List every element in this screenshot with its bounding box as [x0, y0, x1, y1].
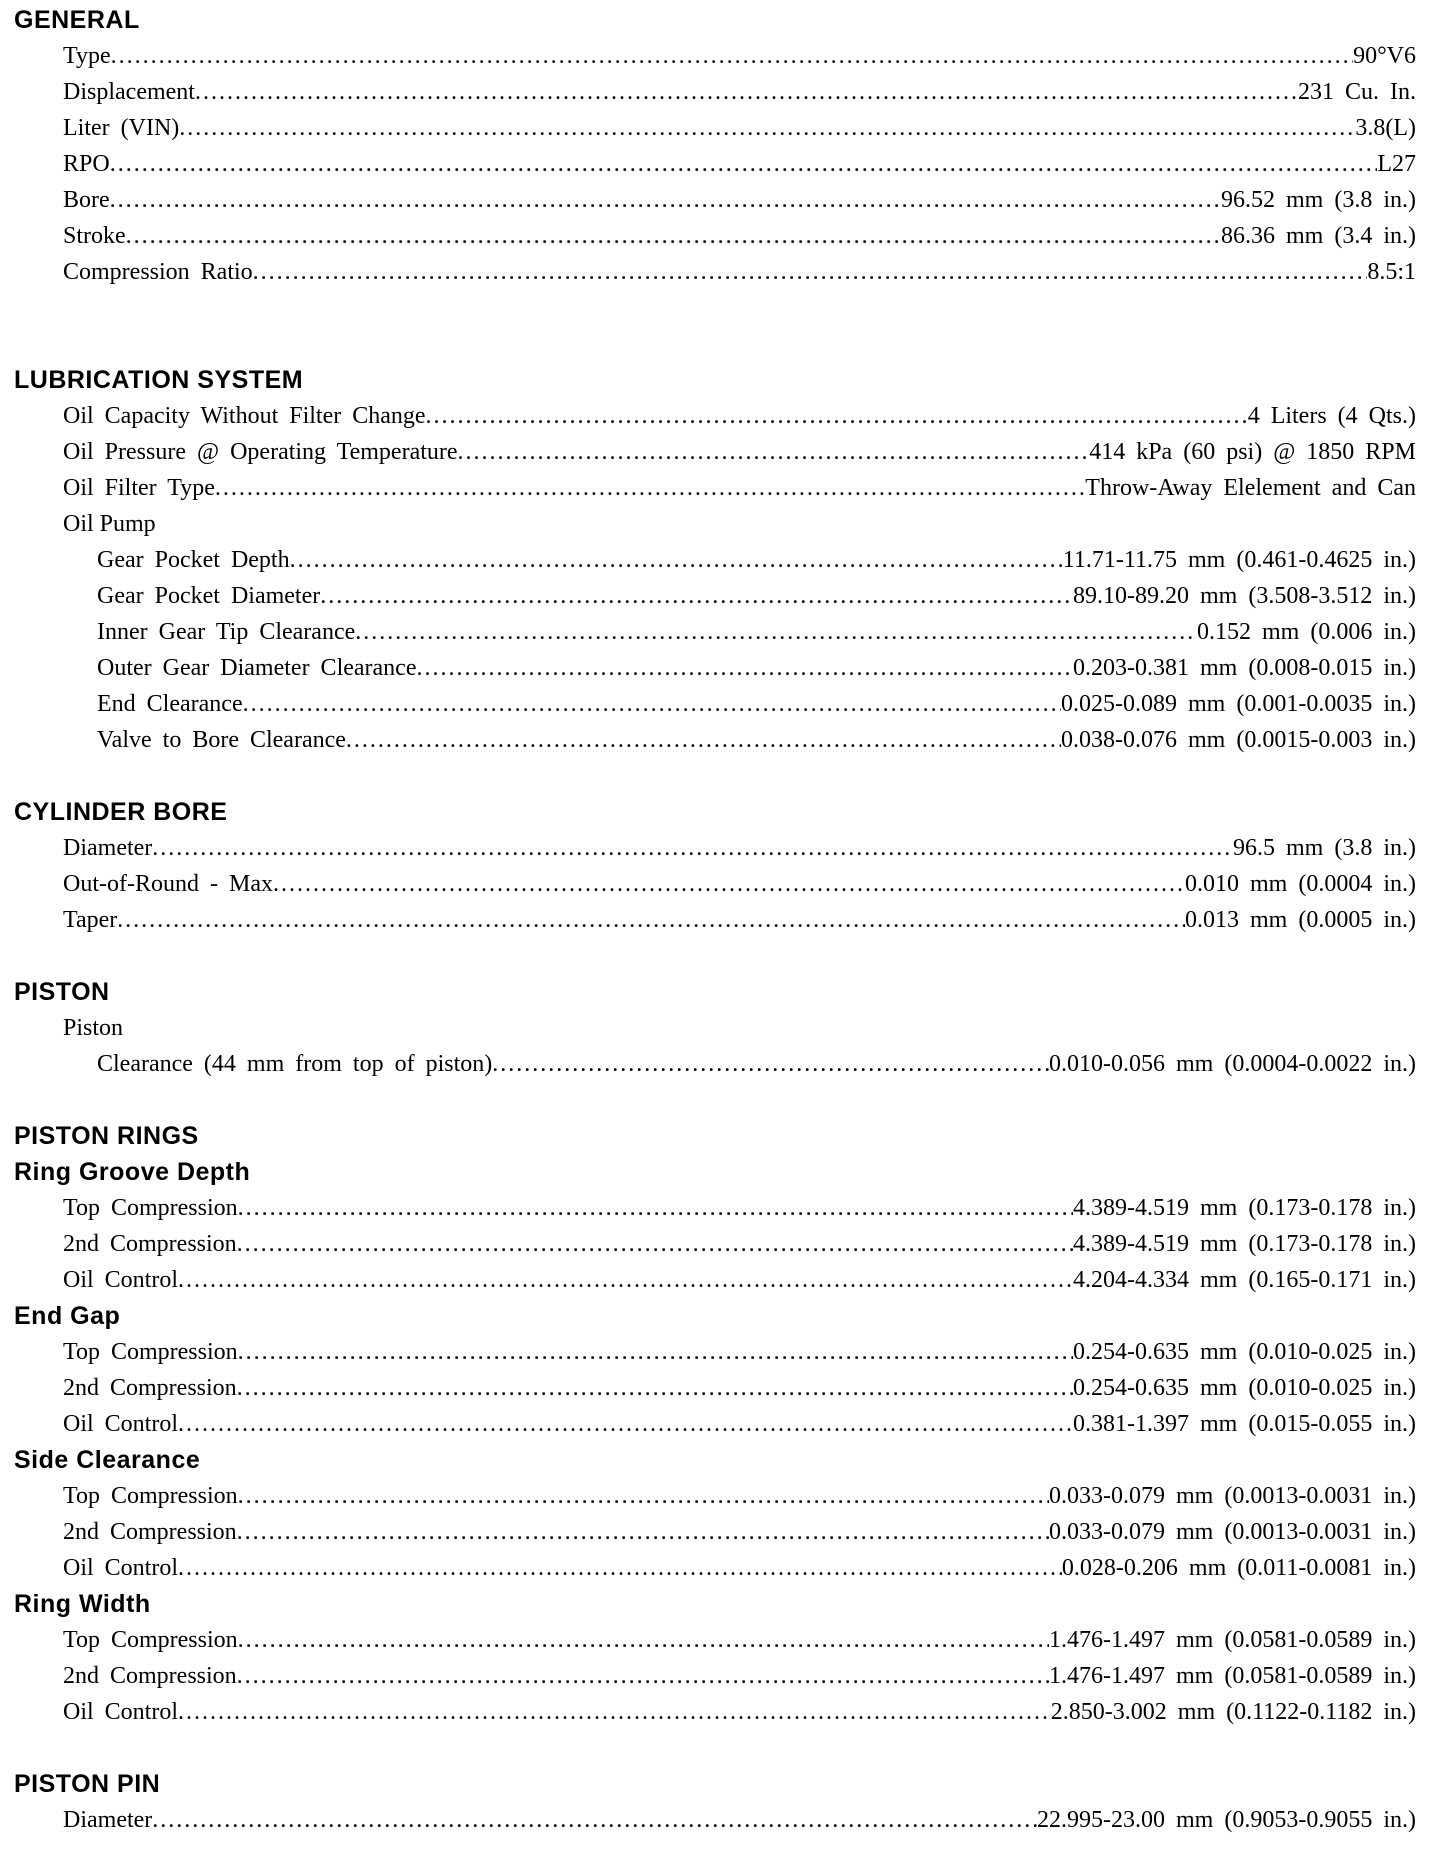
dot-leader	[426, 398, 1248, 434]
dot-leader	[110, 182, 1221, 218]
spec-value: 22.995-23.00 mm (0.9053-0.9055 in.)	[1037, 1807, 1416, 1833]
dot-leader	[215, 470, 1085, 506]
group-heading-side-clearance: Side Clearance	[14, 1446, 201, 1474]
spec-value: 1.476-1.497 mm (0.0581-0.0589 in.)	[1049, 1627, 1416, 1653]
dot-leader	[417, 650, 1074, 686]
dot-leader	[152, 1802, 1037, 1838]
dot-leader	[237, 1514, 1049, 1550]
spec-label: Valve to Bore Clearance	[97, 727, 346, 753]
spec-value: 0.033-0.079 mm (0.0013-0.0031 in.)	[1049, 1519, 1416, 1545]
spec-value: Throw-Away Elelement and Can	[1085, 475, 1416, 501]
spec-row	[63, 470, 1416, 506]
section-piston	[14, 974, 1456, 1082]
piston-sub-label: Piston	[63, 1015, 124, 1041]
dot-leader	[195, 74, 1298, 110]
section-heading: GENERAL	[14, 6, 140, 34]
spec-row	[97, 686, 1416, 722]
spec-label: 2nd Compression	[63, 1663, 237, 1689]
spec-label: Clearance (44 mm from top of piston)	[97, 1051, 493, 1077]
dot-leader	[290, 542, 1063, 578]
dot-leader	[179, 110, 1355, 146]
spec-value: 89.10-89.20 mm (3.508-3.512 in.)	[1073, 583, 1416, 609]
spec-label: Compression Ratio	[63, 259, 253, 285]
spec-value: 0.025-0.089 mm (0.001-0.0035 in.)	[1061, 691, 1416, 717]
spec-value: 0.010 mm (0.0004 in.)	[1185, 871, 1416, 897]
dot-leader	[320, 578, 1073, 614]
spec-value: 0.033-0.079 mm (0.0013-0.0031 in.)	[1049, 1483, 1416, 1509]
dot-leader	[237, 1226, 1073, 1262]
section-heading: CYLINDER BORE	[14, 798, 228, 826]
spec-row	[63, 1694, 1416, 1730]
dot-leader	[111, 38, 1353, 74]
spec-row	[63, 1370, 1416, 1406]
spec-label: Diameter	[63, 1807, 153, 1833]
spec-row	[63, 218, 1416, 254]
spec-row	[63, 110, 1416, 146]
spec-label: 2nd Compression	[63, 1231, 237, 1257]
spec-row	[63, 1622, 1416, 1658]
spec-row	[63, 1262, 1416, 1298]
spec-label: Out-of-Round - Max	[63, 871, 273, 897]
spec-value: 0.010-0.056 mm (0.0004-0.0022 in.)	[1049, 1051, 1416, 1077]
spec-label: Stroke	[63, 223, 126, 249]
spec-label: Oil Control	[63, 1555, 179, 1581]
spec-label: Type	[63, 43, 111, 69]
spec-label: Taper	[63, 907, 118, 933]
spec-value: 4.389-4.519 mm (0.173-0.178 in.)	[1073, 1195, 1416, 1221]
spec-label: Oil Control	[63, 1267, 179, 1293]
dot-leader	[238, 1190, 1073, 1226]
spec-row	[63, 1334, 1416, 1370]
oil-pump-label: Oil Pump	[63, 511, 156, 537]
dot-leader	[243, 686, 1061, 722]
spec-label: Gear Pocket Depth	[97, 547, 290, 573]
spec-row	[63, 1406, 1416, 1442]
spec-value: 0.152 mm (0.006 in.)	[1197, 619, 1416, 645]
dot-leader	[238, 1478, 1049, 1514]
spec-label: Oil Control	[63, 1411, 179, 1437]
section-cylinder-bore	[14, 794, 1456, 938]
spec-value: 86.36 mm (3.4 in.)	[1221, 223, 1416, 249]
spec-label: Oil Filter Type	[63, 475, 215, 501]
spec-row	[63, 74, 1416, 110]
dot-leader	[458, 434, 1090, 470]
spec-value: 11.71-11.75 mm (0.461-0.4625 in.)	[1062, 547, 1416, 573]
spec-label: Top Compression	[63, 1483, 238, 1509]
dot-leader	[237, 1658, 1049, 1694]
spec-value: 8.5:1	[1367, 259, 1416, 285]
spec-value: 90°V6	[1353, 43, 1416, 69]
spec-row	[63, 146, 1416, 182]
spec-label: Top Compression	[63, 1339, 238, 1365]
dot-leader	[110, 146, 1378, 182]
spec-value: 4.389-4.519 mm (0.173-0.178 in.)	[1073, 1231, 1416, 1257]
section-heading: LUBRICATION SYSTEM	[14, 366, 304, 394]
spec-row	[97, 614, 1416, 650]
spec-value: 4 Liters (4 Qts.)	[1247, 403, 1416, 429]
spec-label: RPO	[63, 151, 110, 177]
spec-row	[97, 1046, 1416, 1082]
spec-value: 0.038-0.076 mm (0.0015-0.003 in.)	[1061, 727, 1416, 753]
spec-value: 0.013 mm (0.0005 in.)	[1185, 907, 1416, 933]
spec-label: Oil Pressure @ Operating Temperature	[63, 439, 458, 465]
group-heading-ring-groove-depth: Ring Groove Depth	[14, 1158, 251, 1186]
section-heading: PISTON PIN	[14, 1770, 161, 1798]
spec-value: L27	[1377, 151, 1416, 177]
spec-value: 231 Cu. In.	[1298, 79, 1416, 105]
spec-row	[63, 1550, 1416, 1586]
spec-label: Gear Pocket Diameter	[97, 583, 321, 609]
spec-row	[97, 722, 1416, 758]
spec-row	[63, 1190, 1416, 1226]
spec-value: 0.203-0.381 mm (0.008-0.015 in.)	[1073, 655, 1416, 681]
spec-value: 2.850-3.002 mm (0.1122-0.1182 in.)	[1050, 1699, 1416, 1725]
dot-leader	[355, 614, 1197, 650]
spec-value: 414 kPa (60 psi) @ 1850 RPM	[1089, 439, 1416, 465]
section-piston-pin	[14, 1766, 1456, 1838]
spec-value: 0.028-0.206 mm (0.011-0.0081 in.)	[1061, 1555, 1416, 1581]
spec-row	[63, 1226, 1416, 1262]
dot-leader	[126, 218, 1221, 254]
spec-value: 3.8(L)	[1355, 115, 1416, 141]
spec-row	[63, 1478, 1416, 1514]
dot-leader	[117, 902, 1185, 938]
dot-leader	[178, 1694, 1051, 1730]
spec-row	[63, 38, 1416, 74]
section-lubrication-system	[14, 362, 1456, 758]
spec-label: Liter (VIN)	[63, 115, 180, 141]
spec-row	[97, 542, 1416, 578]
spec-value: 0.254-0.635 mm (0.010-0.025 in.)	[1073, 1339, 1416, 1365]
dot-leader	[237, 1370, 1073, 1406]
spec-row	[63, 1802, 1416, 1838]
dot-leader	[152, 830, 1233, 866]
dot-leader	[346, 722, 1061, 758]
spec-value: 96.52 mm (3.8 in.)	[1221, 187, 1416, 213]
spec-row	[63, 434, 1416, 470]
spec-label: Top Compression	[63, 1195, 238, 1221]
dot-leader	[253, 254, 1368, 290]
spec-label: Top Compression	[63, 1627, 238, 1653]
spec-row	[97, 650, 1416, 686]
spec-label: Outer Gear Diameter Clearance	[97, 655, 417, 681]
dot-leader	[273, 866, 1185, 902]
spec-row	[63, 398, 1416, 434]
spec-value: 0.381-1.397 mm (0.015-0.055 in.)	[1073, 1411, 1416, 1437]
group-heading-end-gap: End Gap	[14, 1302, 121, 1330]
spec-value: 4.204-4.334 mm (0.165-0.171 in.)	[1073, 1267, 1416, 1293]
dot-leader	[178, 1262, 1073, 1298]
spec-row	[97, 578, 1416, 614]
spec-value: 96.5 mm (3.8 in.)	[1233, 835, 1416, 861]
spec-row	[63, 902, 1416, 938]
spec-label: Oil Control	[63, 1699, 179, 1725]
spec-label: Displacement	[63, 79, 195, 105]
dot-leader	[492, 1046, 1049, 1082]
spec-label: 2nd Compression	[63, 1519, 237, 1545]
group-heading-ring-width: Ring Width	[14, 1590, 151, 1618]
section-general	[14, 2, 1456, 290]
dot-leader	[238, 1334, 1073, 1370]
dot-leader	[238, 1622, 1049, 1658]
spec-label: Oil Capacity Without Filter Change	[63, 403, 426, 429]
spec-value: 0.254-0.635 mm (0.010-0.025 in.)	[1073, 1375, 1416, 1401]
spec-value: 1.476-1.497 mm (0.0581-0.0589 in.)	[1049, 1663, 1416, 1689]
section-piston-rings	[14, 1118, 1456, 1730]
spec-row	[63, 182, 1416, 218]
spec-row	[63, 1514, 1416, 1550]
spec-row	[63, 254, 1416, 290]
dot-leader	[178, 1406, 1073, 1442]
section-heading: PISTON RINGS	[14, 1122, 199, 1150]
dot-leader	[178, 1550, 1062, 1586]
spec-row	[63, 1658, 1416, 1694]
spec-label: 2nd Compression	[63, 1375, 237, 1401]
spec-label: End Clearance	[97, 691, 243, 717]
spec-label: Diameter	[63, 835, 153, 861]
spec-label: Inner Gear Tip Clearance	[97, 619, 356, 645]
section-heading: PISTON	[14, 978, 110, 1006]
spec-label: Bore	[63, 187, 110, 213]
spec-row	[63, 830, 1416, 866]
spec-row	[63, 866, 1416, 902]
